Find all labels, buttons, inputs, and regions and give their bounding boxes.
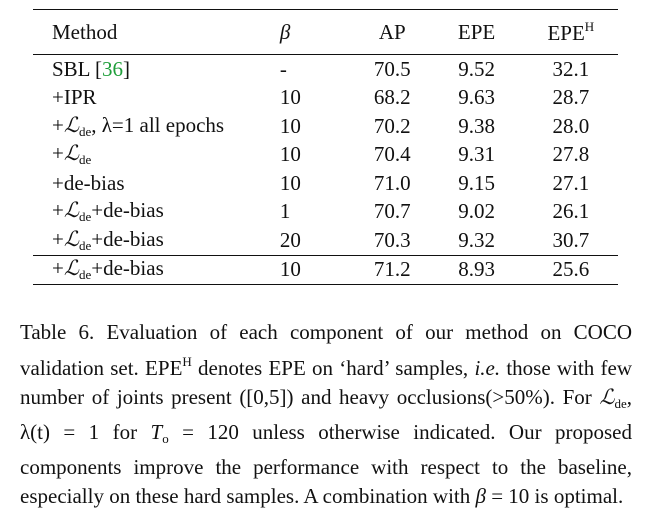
row-ap: 70.3	[355, 226, 429, 255]
results-table	[33, 9, 618, 285]
row-epe-hard: 28.7	[552, 85, 590, 110]
row-ap: 70.4	[373, 142, 411, 167]
row-epe-hard: 30.7	[524, 226, 618, 255]
row-method: +de-bias	[52, 170, 125, 195]
table-caption	[20, 318, 632, 511]
loss-symbol: ℒ	[63, 226, 79, 251]
row-method	[33, 55, 280, 84]
row-beta: 10	[279, 85, 301, 110]
caption-loss-symbol: ℒ	[599, 385, 615, 409]
table-row	[33, 55, 618, 84]
header-ap: AP	[355, 10, 429, 55]
header-method: Method	[33, 10, 280, 55]
caption-text: denotes EPE on ‘hard’ samples,	[191, 356, 475, 380]
loss-symbol: ℒ	[63, 198, 79, 223]
header-epe-hard-base: EPE	[547, 21, 585, 45]
row-beta: 1	[279, 199, 291, 224]
method-suffix: +de-bias	[91, 198, 164, 223]
row-epe: 9.31	[458, 142, 495, 167]
table-row	[33, 169, 618, 198]
loss-symbol: ℒ	[63, 112, 79, 137]
header-epe-hard-sup: H	[584, 19, 595, 34]
loss-subscript: de	[78, 267, 92, 283]
method-prefix: +	[52, 141, 64, 166]
row-epe: 9.32	[429, 226, 523, 255]
row-ap: 70.2	[373, 113, 411, 138]
method-suffix: , λ=1 all epochs	[91, 112, 225, 137]
header-epe: EPE	[429, 10, 523, 55]
table-row	[33, 141, 618, 170]
row-beta: 10	[279, 170, 301, 195]
row-beta: 10	[279, 142, 301, 167]
method-text-after: ]	[122, 56, 130, 81]
caption-text: Table 6. Evaluation of each component of our method on COCO validation set. EPE	[20, 320, 632, 380]
caption-t-subscript: o	[162, 431, 169, 446]
row-epe-hard: 32.1	[552, 56, 590, 81]
row-epe: 9.52	[458, 56, 495, 81]
loss-symbol: ℒ	[63, 256, 79, 281]
caption-text: those with few number of joints present ([0,5]) and heavy occlusions(>50%). For	[20, 356, 632, 409]
row-method	[33, 226, 280, 255]
caption-text: , λ(t) = 1 for	[20, 385, 632, 444]
caption-loss-subscript: de	[614, 396, 627, 411]
row-epe: 9.02	[458, 199, 495, 224]
loss-subscript: de	[78, 209, 92, 225]
table-row-final	[33, 255, 618, 285]
row-method: +IPR	[52, 85, 97, 110]
caption-sup: H	[182, 354, 192, 369]
row-beta: 20	[280, 226, 355, 255]
header-epe-hard	[524, 10, 618, 55]
row-method	[33, 112, 280, 141]
loss-subscript: de	[78, 152, 92, 168]
row-method	[33, 198, 280, 227]
row-beta: 10	[279, 113, 301, 138]
method-prefix: +	[52, 256, 64, 281]
table-row	[33, 198, 618, 227]
table-row	[33, 112, 618, 141]
loss-symbol: ℒ	[63, 141, 79, 166]
row-ap: 71.0	[373, 170, 411, 195]
row-beta: -	[279, 56, 287, 81]
row-epe-hard: 27.8	[552, 142, 590, 167]
row-beta: 10	[280, 255, 355, 285]
row-ap: 70.7	[373, 199, 411, 224]
row-epe-hard: 27.1	[552, 170, 590, 195]
table-row	[33, 226, 618, 255]
caption-beta-symbol: β	[475, 484, 486, 508]
table-header-row	[33, 10, 618, 55]
caption-text: = 10 is optimal.	[485, 484, 624, 508]
row-epe: 9.63	[458, 85, 495, 110]
method-text: SBL [	[52, 56, 102, 81]
row-ap: 70.5	[373, 56, 411, 81]
header-beta: β	[280, 10, 355, 55]
row-epe: 9.15	[458, 170, 495, 195]
row-ap: 68.2	[373, 85, 411, 110]
method-prefix: +	[52, 198, 64, 223]
row-epe-hard: 28.0	[552, 113, 590, 138]
row-method	[33, 141, 280, 170]
row-epe-hard-best: 25.6	[524, 255, 618, 285]
caption-text: = 120 unless otherwise indicated. Our proposed components improve the performance with respect to the baseline, especially on these hard samples. A combination with	[20, 420, 632, 508]
loss-subscript: de	[78, 123, 92, 139]
loss-subscript: de	[78, 237, 92, 253]
method-suffix: +de-bias	[91, 256, 164, 281]
method-prefix: +	[52, 226, 64, 251]
caption-t-symbol: T	[150, 420, 163, 444]
citation-link[interactable]: 36	[101, 56, 123, 81]
row-ap-best: 71.2	[355, 255, 429, 285]
row-epe-best: 8.93	[429, 255, 523, 285]
row-epe-hard: 26.1	[552, 199, 590, 224]
method-suffix: +de-bias	[91, 226, 164, 251]
caption-ie: i.e.	[474, 356, 501, 380]
method-prefix: +	[52, 112, 64, 137]
row-epe: 9.38	[458, 113, 495, 138]
row-method	[33, 255, 280, 285]
table-row	[33, 84, 618, 113]
